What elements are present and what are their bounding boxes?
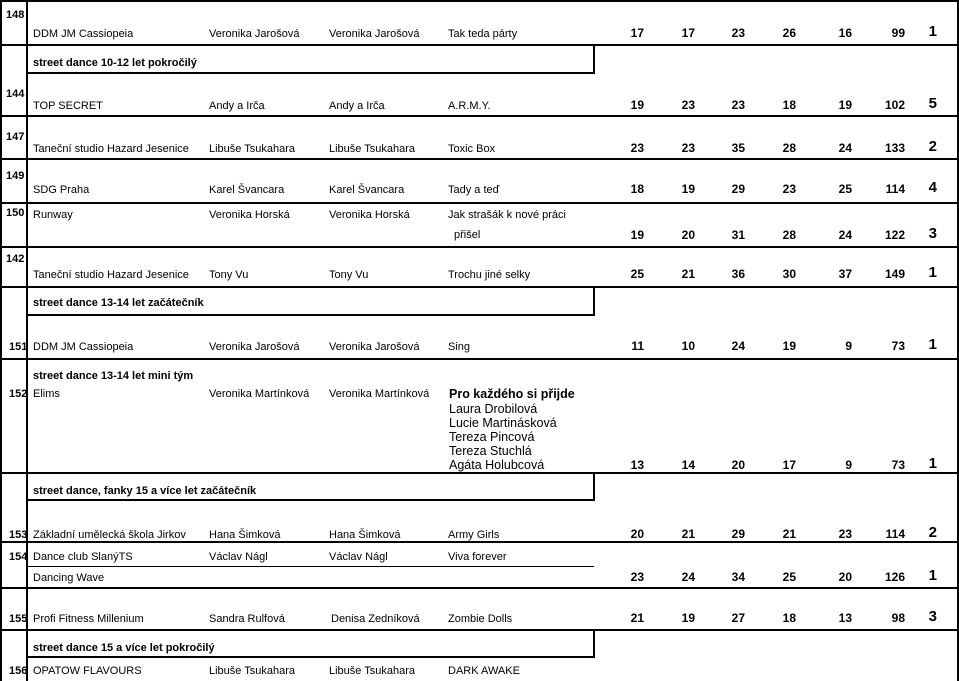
entry-number: 151 — [9, 341, 28, 353]
trainer-name: Veronika Jarošová — [209, 28, 300, 40]
choreography-title: Zombie Dolls — [448, 613, 513, 625]
entry-number: 147 — [6, 131, 25, 143]
choreography-title: Trochu jiné selky — [448, 269, 531, 281]
choreographer-name: Veronika Martínková — [329, 388, 430, 400]
total-score: 73 — [891, 458, 905, 472]
judge-score-1: 19 — [630, 98, 644, 112]
judge-score-3: 27 — [731, 611, 745, 625]
entry-number: 148 — [6, 9, 25, 21]
total-score: 99 — [891, 26, 905, 40]
judge-score-3: 23 — [731, 98, 745, 112]
judge-score-4: 30 — [782, 267, 796, 281]
club-name: Taneční studio Hazard Jesenice — [33, 269, 189, 281]
judge-score-1: 13 — [630, 458, 644, 472]
choreography-title: DARK AWAKE — [448, 665, 520, 677]
judge-score-4: 25 — [782, 570, 796, 584]
total-score: 73 — [891, 339, 905, 353]
judge-score-3: 29 — [731, 182, 745, 196]
category-heading: street dance 10-12 let pokročilý — [33, 57, 197, 69]
member-name: Laura Drobilová — [449, 402, 538, 416]
trainer-name: Václav Nágl — [209, 551, 268, 563]
judge-score-2: 19 — [681, 611, 695, 625]
judge-score-1: 19 — [630, 228, 644, 242]
placement: 3 — [928, 225, 937, 242]
choreography-title: Jak strašák k nové práci — [448, 209, 566, 221]
judge-score-3: 20 — [731, 458, 745, 472]
judge-score-5: 24 — [838, 141, 852, 155]
entry-number: 155 — [9, 613, 28, 625]
judge-score-3: 35 — [731, 141, 745, 155]
choreographer-name: Veronika Jarošová — [329, 341, 420, 353]
club-name: DDM JM Cassiopeia — [33, 341, 134, 353]
choreographer-name: Veronika Horská — [329, 209, 410, 221]
choreographer-name: Hana Šimková — [329, 529, 401, 541]
judge-score-2: 10 — [681, 339, 695, 353]
club-name: SDG Praha — [33, 184, 90, 196]
trainer-name: Andy a Irča — [209, 100, 265, 112]
club-name: Taneční studio Hazard Jesenice — [33, 143, 189, 155]
judge-score-1: 17 — [630, 26, 644, 40]
total-score: 98 — [891, 611, 905, 625]
entry-number: 152 — [9, 388, 28, 400]
choreography-title: Army Girls — [448, 529, 500, 541]
placement: 1 — [928, 23, 937, 40]
club-name: TOP SECRET — [33, 100, 103, 112]
placement: 3 — [928, 608, 937, 625]
judge-score-4: 19 — [782, 339, 796, 353]
choreographer-name: Tony Vu — [329, 269, 369, 281]
judge-score-1: 23 — [630, 570, 644, 584]
club-name: Základní umělecká škola Jirkov — [33, 529, 186, 541]
choreography-title: A.R.M.Y. — [448, 100, 491, 112]
judge-score-5: 25 — [838, 182, 852, 196]
judge-score-2: 23 — [681, 98, 695, 112]
total-score: 126 — [884, 570, 905, 584]
judge-score-2: 14 — [681, 458, 695, 472]
club-name: Dance club SlanýTS — [33, 551, 133, 563]
judge-score-4: 23 — [782, 182, 796, 196]
entry-number: 156 — [9, 665, 28, 677]
trainer-name: Libuše Tsukahara — [209, 143, 296, 155]
judge-score-1: 21 — [630, 611, 644, 625]
total-score: 133 — [884, 141, 905, 155]
judge-score-1: 23 — [630, 141, 644, 155]
placement: 2 — [928, 524, 937, 541]
judge-score-2: 19 — [681, 182, 695, 196]
entry-number: 142 — [6, 253, 25, 265]
placement: 1 — [928, 336, 937, 353]
judge-score-4: 18 — [782, 98, 796, 112]
entry-number: 153 — [9, 529, 28, 541]
judge-score-5: 9 — [845, 339, 852, 353]
judge-score-5: 13 — [838, 611, 852, 625]
judge-score-5: 9 — [845, 458, 852, 472]
formation-name: Dancing Wave — [33, 572, 105, 584]
club-name: Profi Fitness Millenium — [33, 613, 144, 625]
choreographer-name: Denisa Zedníková — [331, 613, 420, 625]
club-name: Runway — [33, 209, 73, 221]
judge-score-2: 21 — [681, 267, 695, 281]
total-score: 149 — [884, 267, 905, 281]
judge-score-4: 26 — [782, 26, 796, 40]
category-heading: street dance 13-14 let mini tým — [33, 370, 194, 382]
trainer-name: Hana Šimková — [209, 529, 281, 541]
choreography-title: Tak teda párty — [448, 28, 518, 40]
choreography-title: Pro každého si přijde — [449, 387, 575, 401]
trainer-name: Tony Vu — [209, 269, 249, 281]
placement: 1 — [928, 264, 937, 281]
entry-number: 150 — [6, 207, 25, 219]
placement: 4 — [928, 179, 937, 196]
judge-score-4: 18 — [782, 611, 796, 625]
judge-score-5: 20 — [838, 570, 852, 584]
judge-score-5: 16 — [838, 26, 852, 40]
choreographer-name: Karel Švancara — [329, 184, 405, 196]
choreography-title: Viva forever — [448, 551, 507, 563]
placement: 1 — [928, 567, 937, 584]
total-score: 114 — [885, 182, 905, 196]
trainer-name: Sandra Rulfová — [209, 613, 285, 625]
category-heading: street dance 15 a více let pokročilý — [33, 642, 215, 654]
placement: 1 — [928, 455, 937, 472]
judge-score-3: 24 — [731, 339, 745, 353]
entry-number: 154 — [9, 551, 28, 563]
judge-score-2: 24 — [681, 570, 695, 584]
choreography-title: Sing — [448, 341, 471, 353]
choreographer-name: Andy a Irča — [329, 100, 385, 112]
entry-number: 149 — [6, 170, 25, 182]
judge-score-3: 36 — [731, 267, 745, 281]
judge-score-5: 37 — [838, 267, 852, 281]
judge-score-1: 20 — [630, 527, 644, 541]
judge-score-4: 28 — [782, 141, 796, 155]
club-name: OPATOW FLAVOURS — [33, 665, 142, 677]
judge-score-3: 29 — [731, 527, 745, 541]
member-name: Lucie Martinásková — [449, 416, 557, 430]
judge-score-4: 28 — [782, 228, 796, 242]
choreographer-name: Libuše Tsukahara — [329, 665, 416, 677]
judge-score-4: 21 — [782, 527, 796, 541]
total-score: 102 — [884, 98, 905, 112]
trainer-name: Veronika Martínková — [209, 388, 310, 400]
choreographer-name: Libuše Tsukahara — [329, 143, 416, 155]
total-score: 114 — [885, 527, 905, 541]
judge-score-1: 25 — [630, 267, 644, 281]
choreography-title: Tady a teď — [448, 184, 500, 196]
judge-score-5: 24 — [838, 228, 852, 242]
judge-score-4: 17 — [782, 458, 796, 472]
judge-score-2: 23 — [681, 141, 695, 155]
judge-score-1: 18 — [630, 182, 644, 196]
choreographer-name: Veronika Jarošová — [329, 28, 420, 40]
choreography-title-continued: přišel — [454, 229, 481, 241]
judge-score-3: 34 — [731, 570, 745, 584]
placement: 2 — [928, 138, 937, 155]
entry-number: 144 — [6, 88, 25, 100]
category-heading: street dance 13-14 let začátečník — [33, 297, 204, 309]
category-heading: street dance, fanky 15 a více let začátečník — [33, 485, 257, 497]
judge-score-2: 17 — [681, 26, 695, 40]
member-name: Tereza Stuchlá — [449, 444, 532, 458]
judge-score-5: 23 — [838, 527, 852, 541]
choreography-title: Toxic Box — [448, 143, 496, 155]
member-name: Agáta Holubcová — [449, 458, 545, 472]
trainer-name: Karel Švancara — [209, 184, 285, 196]
trainer-name: Veronika Jarošová — [209, 341, 300, 353]
placement: 5 — [928, 95, 937, 112]
trainer-name: Veronika Horská — [209, 209, 290, 221]
judge-score-3: 23 — [731, 26, 745, 40]
club-name: Elims — [33, 388, 60, 400]
judge-score-3: 31 — [731, 228, 745, 242]
judge-score-2: 20 — [681, 228, 695, 242]
club-name: DDM JM Cassiopeia — [33, 28, 134, 40]
total-score: 122 — [884, 228, 905, 242]
judge-score-1: 11 — [631, 339, 644, 353]
choreographer-name: Václav Nágl — [329, 551, 388, 563]
member-name: Tereza Pincová — [449, 430, 535, 444]
trainer-name: Libuše Tsukahara — [209, 665, 296, 677]
judge-score-5: 19 — [838, 98, 852, 112]
judge-score-2: 21 — [681, 527, 695, 541]
